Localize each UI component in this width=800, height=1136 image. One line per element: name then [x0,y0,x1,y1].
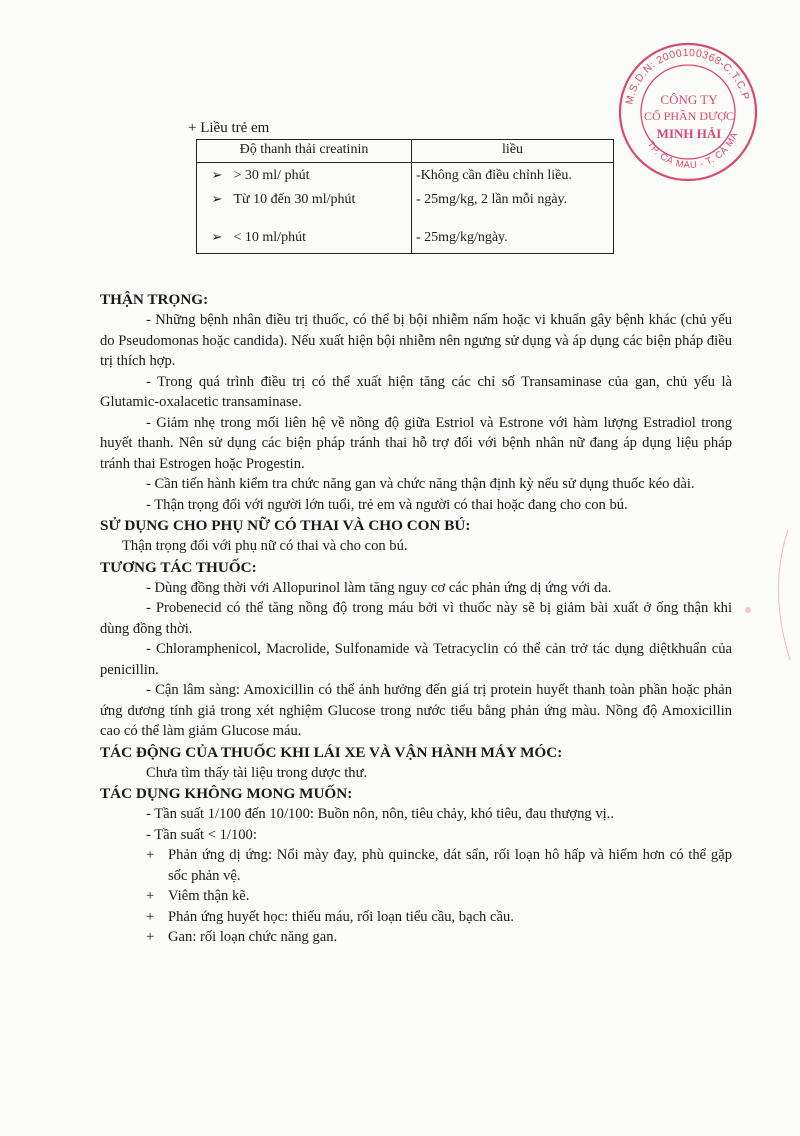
driving-text: Chưa tìm thấy tài liệu trong dược thư. [146,764,368,781]
plus-bullet-icon: + [146,847,155,863]
clearance-value: < 10 ml/phút [233,230,306,245]
side-effect-text: Viêm thận kẽ. [168,888,250,904]
child-dose-title: + Liều trẻ em [188,120,270,136]
clearance-column [197,163,412,254]
table-row [201,165,407,189]
child-dose-table [196,139,614,254]
label-body [100,289,732,948]
table-row [201,227,407,251]
seal-bottom: TP. CÀ MAU - T. CÀ MA [644,130,741,172]
seal-number: M.S.D.N: 2000100368-C.T.C.P [623,46,752,106]
side-effect-frequency: - Tần suất < 1/100: [146,826,257,843]
clearance-value: Từ 10 đến 30 ml/phút [233,192,356,207]
pregnancy-heading: SỬ DỤNG CHO PHỤ NỮ CÓ THAI VÀ CHO CON BÚ: [100,517,471,534]
side-effect-frequency: - Tần suất 1/100 đến 10/100: Buồn nôn, nôn, tiêu chảy, khó tiêu, đau thượng vị.. [146,806,614,822]
table-header-dose: liều [412,140,614,163]
seal-line1: CÔNG TY [660,92,718,107]
precaution-item: - Thận trọng đối với người lớn tuổi, trẻ em và người có thai hoặc đang cho con bú. [146,496,628,513]
driving-heading: TÁC ĐỘNG CỦA THUỐC KHI LÁI XE VÀ VẬN HÀNH MÁY MÓC: [100,743,563,761]
seal-line3: MINH HẢI [656,126,722,141]
table-header-clearance: Độ thanh thải creatinin [197,140,412,163]
precaution-item: - Những bệnh nhân điều trị thuốc, có thể bị bội nhiễm nấm hoặc vi khuẩn gây bệnh khác (chủ yếu do Pseudomonas hoặc candida). Nếu xuất hiện bội nhiễm nên ngưng sử dụng và áp dụng các biện pháp điều trị thích hợp. [100,312,732,369]
dose-value: - 25mg/kg, 2 lần mỗi ngày. [416,192,568,207]
side-effect-item [100,907,732,928]
clearance-value: > 30 ml/ phút [233,168,310,183]
interactions-heading: TƯƠNG TÁC THUỐC: [100,558,257,576]
pregnancy-text: Thận trọng đối với phụ nữ có thai và cho con bú. [122,538,408,554]
plus-bullet-icon: + [146,908,155,925]
precaution-item: - Trong quá trình điều trị có thể xuất hiện tăng các chỉ số Transaminase của gan, chủ yếu là Glutamic-oxalacetic transaminase. [100,373,732,410]
interaction-item: - Probenecid có thể tăng nồng độ trong máu bởi vì thuốc này sẽ bị giảm bài xuất ở ống thận khi dùng đồng thời. [100,600,732,637]
arrow-bullet-icon: ➢ [211,230,223,245]
side-effect-item [100,886,732,907]
company-seal [612,34,762,184]
precaution-item: - Giảm nhẹ trong mối liên hệ về nồng độ giữa Estriol và Estrone với hàm lượng Estradiol trong huyết thanh. Nên sử dụng các biện pháp tránh thai hỗ trợ đối với bệnh nhân nữ đang áp dụng liệu pháp tránh thai Estrogen hoặc Progestin. [100,414,732,472]
precaution-item: - Cần tiến hành kiểm tra chức năng gan và chức năng thận định kỳ nếu sử dụng thuốc kéo dài. [146,476,695,492]
plus-bullet-icon: + [146,929,155,945]
arrow-bullet-icon: ➢ [211,192,223,207]
interaction-item: - Dùng đồng thời với Allopurinol làm tăng nguy cơ các phản ứng dị ứng với da. [146,579,612,596]
side-effects-heading: TÁC DỤNG KHÔNG MONG MUỐN: [100,785,353,802]
interaction-item: - Cận lâm sàng: Amoxicillin có thể ảnh hưởng đến giá trị protein huyết thanh toàn phần hoặc phản ứng dương tính giả trong xét nghiệm Glucose trong nước tiểu bằng phản ứng màu. Nồng độ Amoxicillin cao có thể làm giảm Glucose máu. [100,682,732,739]
side-effect-text: Phản ứng huyết học: thiếu máu, rối loạn tiểu cầu, bạch cầu. [168,908,514,925]
dose-column [412,163,614,254]
side-effect-item [100,927,732,948]
dose-value: - 25mg/kg/ngày. [416,230,508,245]
side-effect-text: Gan: rối loạn chức năng gan. [168,929,338,945]
seal-graphic [612,34,762,184]
seal-line2: CỔ PHẦN DƯỢC [644,109,734,123]
interaction-item: - Chloramphenicol, Macrolide, Sulfonamide và Tetracyclin có thể cản trở tác dụng diệtkhuẩn của penicillin. [100,641,732,678]
arrow-bullet-icon: ➢ [211,168,223,183]
side-effect-text: Phản ứng dị ứng: Nổi mày đay, phù quincke, dát sẩn, rối loạn hô hấp và hiếm hơn có thể gặp sốc phản vệ. [168,847,732,884]
precautions-heading: THẬN TRỌNG: [100,291,209,308]
side-effect-item [100,845,732,886]
table-row [201,189,407,213]
dose-value: -Không cần điều chỉnh liều. [416,168,572,183]
plus-bullet-icon: + [146,888,155,904]
